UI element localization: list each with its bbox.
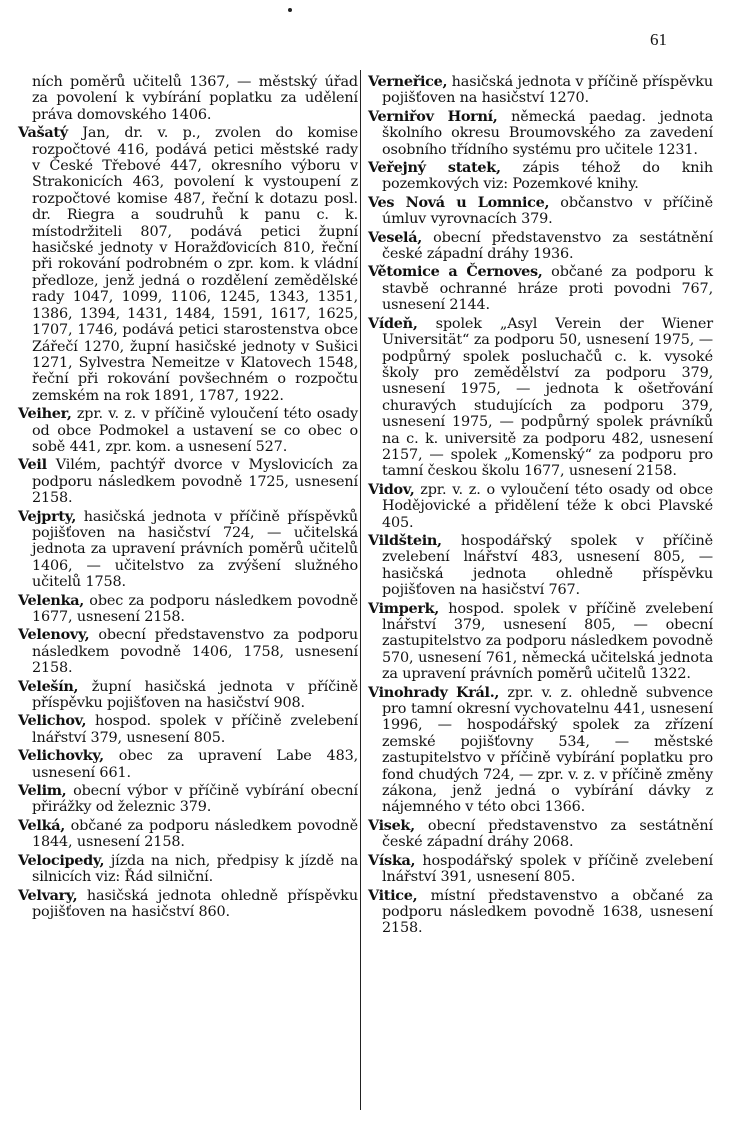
entry-heading: Velká, bbox=[18, 816, 65, 834]
entry-text: občané za podporu následkem povodně 1844, usnesení 2158. bbox=[32, 817, 358, 851]
index-entry bbox=[368, 74, 713, 107]
index-entry bbox=[18, 125, 358, 404]
entry-heading: Veselá, bbox=[368, 228, 422, 246]
entry-heading: Vinohrady Král., bbox=[368, 683, 500, 701]
entry-heading: Verniřov Horní, bbox=[368, 107, 498, 125]
entry-heading: Vidov, bbox=[368, 480, 415, 498]
entry-heading: Vimperk, bbox=[368, 599, 439, 617]
index-entry bbox=[18, 748, 358, 781]
column-divider bbox=[360, 70, 361, 1110]
entry-heading: Velichov, bbox=[18, 712, 87, 730]
entry-heading: Vildštein, bbox=[368, 531, 442, 549]
entry-heading: Velichovky, bbox=[18, 747, 104, 765]
right-column bbox=[368, 74, 713, 939]
entry-heading: Vitice, bbox=[368, 886, 418, 904]
entry-heading: Velvary, bbox=[18, 886, 78, 904]
entry-text: hospodářský spolek v příčině zvelebení lnářství 483, usnesení 805, — hasičská jednota ohledně příspěvku pojišťoven na hasičství 767. bbox=[382, 532, 713, 599]
entry-heading: Visek, bbox=[368, 816, 415, 834]
index-entry bbox=[18, 679, 358, 712]
index-entry bbox=[368, 818, 713, 851]
entry-heading: Veiher, bbox=[18, 405, 72, 423]
index-entry bbox=[368, 533, 713, 599]
entry-text: německá paedag. jednota školního okresu Broumovského za zavedení osobního třídního systému pro učitele 1231. bbox=[382, 108, 713, 158]
index-entry bbox=[18, 593, 358, 626]
index-entry bbox=[18, 783, 358, 816]
top-dot-mark bbox=[288, 8, 292, 12]
entry-text: občané za podporu k stavbě ochranné hráze proti povodni 767, usnesení 2144. bbox=[382, 264, 713, 314]
entry-text: zápis téhož do knih pozemkových viz: Pozemkové knihy. bbox=[382, 160, 713, 193]
entry-text: spolek „Asyl Verein der Wiener Universität“ za podporu 50, usnesení 1975, — podpůrný spolek posluchačů c. k. vysoké školy pro zemědělství za podporu 379, usnesení 1975, — jednota k ošetřování churavých studujících za podporu 379, usnesení 1975, — podpůrný spolek právníků na c. k. universitě za podporu 482, usnesení 2157, — spolek „Komenský“ za podporu pro tamní českou školu 1677, usnesení 2158. bbox=[382, 315, 713, 480]
entry-text: hasičská jednota v příčině příspěvků pojišťoven na hasičství 724, — učitelská jednota za upravení právních poměrů učitelů 1406, — učitelstvo za zvýšení služného učitelů 1758. bbox=[32, 508, 358, 591]
index-entry bbox=[368, 230, 713, 263]
index-entry bbox=[368, 264, 713, 313]
entry-text: obec za podporu následkem povodně 1677, usnesení 2158. bbox=[32, 592, 358, 625]
index-entry bbox=[18, 74, 358, 123]
left-column bbox=[18, 74, 358, 922]
index-entry bbox=[368, 482, 713, 531]
entry-heading: Vejprty, bbox=[18, 507, 77, 525]
entry-text: Jan, dr. v. p., zvolen do komise rozpočtové 416, podává petici městské rady v České Třebové 447, okresního výboru v Strakonicích 463, povolení k vystoupení z rozpočtové komise 487, řeční k dotazu posl. dr. Riegra a soudruhů k panu c. k. místodržiteli 807, podává petici župní hasičské jednoty v Horažďovicích 810, řeční při rokování podrobném o zpr. kom. k vládní předloze, jenž jedná o rozdělení zemědělské rady 1047, 1099, 1106, 1245, 1343, 1351, 1386, 1394, 1431, 1484, 1591, 1617, 1625, 1707, 1746, podává petici starostenstva obce Zářečí 1270, župní hasičské jednoty v Sušici 1271, Sylvestra Nemeitze v Klatovech 1548, řeční při rokování povšechném o rozpočtu zemském na rok 1891, 1787, 1922. bbox=[32, 125, 358, 404]
entry-text: obecní představenstvo za podporu následkem povodně 1406, 1758, usnesení 2158. bbox=[32, 627, 358, 677]
index-entry bbox=[18, 888, 358, 921]
entry-heading: Větomice a Černoves, bbox=[368, 263, 543, 281]
entry-text: občanstvo v příčině úmluv vyrovnacích 379. bbox=[382, 194, 713, 228]
entry-text: ních poměrů učitelů 1367, — městský úřad za povolení k vybírání poplatku za udělení práva domovského 1406. bbox=[32, 74, 358, 123]
index-entry bbox=[18, 853, 358, 886]
entry-text: Vilém, pachtýř dvorce v Myslovicích za podporu následkem povodně 1725, usnesení 2158. bbox=[32, 457, 358, 507]
entry-heading: Velenovy, bbox=[18, 626, 90, 644]
entry-heading: Víska, bbox=[368, 851, 416, 869]
entry-text: hospodářský spolek v příčině zvelebení lnářství 391, usnesení 805. bbox=[382, 852, 713, 886]
entry-heading: Veřejný statek, bbox=[368, 159, 501, 177]
entry-text: hasičská jednota v příčině příspěvku pojišťoven na hasičství 1270. bbox=[382, 74, 713, 107]
entry-heading: Velim, bbox=[18, 782, 67, 800]
index-entry bbox=[368, 195, 713, 228]
index-entry bbox=[368, 601, 713, 683]
index-entry bbox=[18, 627, 358, 676]
index-entry bbox=[18, 713, 358, 746]
index-entry bbox=[368, 853, 713, 886]
page-number: 61 bbox=[650, 30, 667, 49]
entry-heading: Velešín, bbox=[18, 677, 79, 695]
entry-text: jízda na nich, předpisy k jízdě na silnicích viz: Řád silniční. bbox=[32, 852, 358, 886]
entry-heading: Verneřice, bbox=[368, 73, 448, 90]
entry-heading: Ves Nová u Lomnice, bbox=[368, 193, 550, 211]
index-entry bbox=[18, 457, 358, 506]
entry-text: místní představenstvo a občané za podporu následkem povodně 1638, usnesení 2158. bbox=[382, 887, 713, 937]
index-entry bbox=[18, 818, 358, 851]
entry-text: obec za upravení Labe 483, usnesení 661. bbox=[32, 748, 358, 781]
index-entry bbox=[368, 888, 713, 937]
index-entry bbox=[368, 160, 713, 193]
entry-heading: Vídeň, bbox=[368, 314, 418, 332]
entry-text: obecní představenstvo za sestátnění české západní dráhy 1936. bbox=[382, 229, 713, 263]
index-entry bbox=[368, 685, 713, 816]
entry-text: zpr. v. z. v příčině vyloučení této osady od obce Podmokel a ustavení se co obec o sobě 441, zpr. kom. a usnesení 527. bbox=[32, 406, 358, 455]
entry-text: obecní výbor v příčině vybírání obecní přirážky od železnic 379. bbox=[32, 783, 358, 816]
index-entry bbox=[368, 316, 713, 480]
entry-text: hasičská jednota ohledně příspěvku pojišťoven na hasičství 860. bbox=[32, 887, 358, 920]
entry-text: zpr. v. z. ohledně subvence pro tamní okresní vychovatelnu 441, usnesení 1996, — hospodářský spolek za zřízení zemské pojišťovny 534, — městské zastupitelstvo v příčině vybírání poplatku pro fond chudých 724, — zpr. v. z. v příčině změny zákona, jenž jedná o vybírání dávky z nájemného v této obci 1366. bbox=[382, 684, 713, 816]
entry-heading: Vašatý bbox=[18, 124, 68, 142]
index-entry bbox=[18, 406, 358, 455]
entry-heading: Velocipedy, bbox=[18, 851, 105, 869]
index-entry bbox=[18, 509, 358, 591]
entry-text: zpr. v. z. o vyloučení této osady od obce Hodějovické a přidělení téže k obci Plavské 405. bbox=[382, 481, 713, 531]
entry-text: hospod. spolek v příčině zvelebení lnářství 379, usnesení 805, — obecní zastupitelstvo za podporu následkem povodně 570, usnesení 761, německá učitelská jednota za upravení právních poměrů učitelů 1322. bbox=[382, 600, 713, 683]
entry-text: hospod. spolek v příčině zvelebení lnářství 379, usnesení 805. bbox=[32, 713, 358, 746]
entry-text: župní hasičská jednota v příčině příspěvku pojišťoven na hasičství 908. bbox=[32, 678, 358, 712]
entry-heading: Veil bbox=[18, 456, 47, 474]
entry-heading: Velenka, bbox=[18, 591, 84, 609]
entry-text: obecní představenstvo za sestátnění české západní dráhy 2068. bbox=[382, 817, 713, 851]
index-entry bbox=[368, 109, 713, 158]
